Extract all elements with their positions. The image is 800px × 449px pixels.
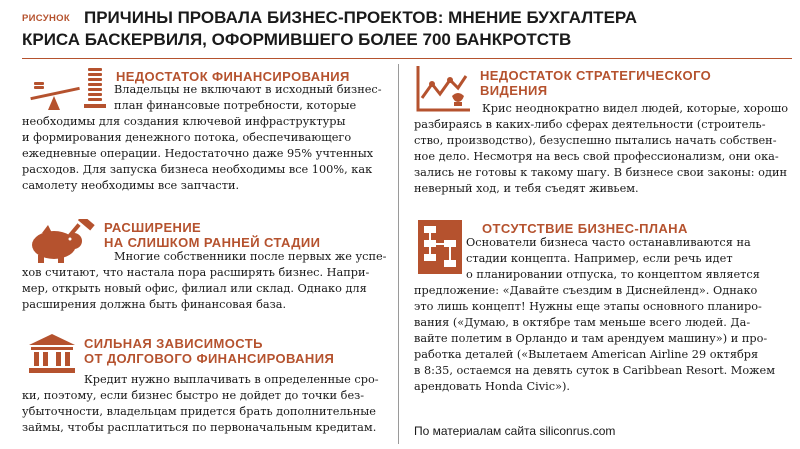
section-2-heading (104, 220, 320, 250)
bank-building-icon (28, 334, 76, 374)
section-4-line-1: Крис неоднократно видел людей, которые, хорошо (482, 102, 789, 115)
section-2-heading-line-1: РАСШИРЕНИЕ (104, 220, 202, 235)
figure-title-line-2: КРИСА БАСКЕРВИЛЯ, ОФОРМИВШЕГО БОЛЕЕ 700 БАНКРОТСТВ (22, 30, 572, 49)
section-5-line-4: предложение: «Давайте съездим в Диснейленд». Однако (414, 284, 758, 297)
section-5-body (414, 235, 794, 395)
section-2-line-1: Многие собственники после первых же успе- (114, 250, 387, 263)
column-divider (398, 64, 399, 444)
section-3-body (22, 372, 394, 436)
section-5-line-6: вания («Думаю, в октябре там меньше всего людей. Да- (414, 316, 751, 329)
section-2-heading-line-2: НА СЛИШКОМ РАННЕЙ СТАДИИ (104, 235, 321, 250)
section-4-line-4: ное дело. Несмотря на весь свой профессионализм, они ока- (414, 150, 779, 163)
section-1-heading-line-1: НЕДОСТАТОК ФИНАНСИРОВАНИЯ (116, 69, 350, 84)
section-3-heading (84, 336, 334, 366)
section-1-line-6: расходов. Для запуска бизнеса необходимы все 100%, как (22, 163, 373, 176)
section-4-line-2: разбираясь в каких-либо сферах деятельности (строитель- (414, 118, 766, 131)
section-5-heading-line-1: ОТСУТСТВИЕ БИЗНЕС-ПЛАНА (482, 221, 688, 236)
section-1-line-4: и формирования денежного потока, обеспечивающего (22, 131, 352, 144)
section-1-line-2: план финансовые потребности, которые (114, 99, 357, 112)
figure-title-line-1: ПРИЧИНЫ ПРОВАЛА БИЗНЕС-ПРОЕКТОВ: МНЕНИЕ БУХГАЛТЕРА (84, 8, 638, 27)
section-3-line-3: убыточности, владельцам придется брать дополнительные (22, 405, 376, 418)
section-4-line-3: ство, производство), безуспешно пытались начать собствен- (414, 134, 777, 147)
section-4-body (414, 101, 794, 197)
section-2-line-3: мер, открыть новый офис, филиал или склад. Однако для (22, 282, 367, 295)
source-credit: По материалам сайта siliconrus.com (414, 424, 616, 438)
section-1-line-7: самолету необходимы все запчасти. (22, 179, 240, 192)
section-4-heading-line-2: ВИДЕНИЯ (480, 83, 548, 98)
section-1-line-5: ежедневные операции. Недостаточно даже 95% учтенных (22, 147, 374, 160)
section-5-line-10: арендовать Honda Civic»). (414, 380, 570, 393)
section-5-line-3: о планировании отпуска, то концептом является (466, 268, 760, 281)
section-1-body (22, 82, 394, 194)
section-3-heading-line-1: СИЛЬНАЯ ЗАВИСИМОСТЬ (84, 336, 263, 351)
section-3-line-4: займы, чтобы расплатиться по первоначальным кредитам. (22, 421, 377, 434)
section-4-line-5: зались не готовы к такому шагу. В бизнесе свои законы: один (414, 166, 788, 179)
section-4-line-6: неверный ход, и тебя съедят живьем. (414, 182, 639, 195)
section-4-heading-line-1: НЕДОСТАТОК СТРАТЕГИЧЕСКОГО (480, 68, 712, 83)
section-5-line-8: работка деталей («Вылетаем American Airline 29 октября (414, 348, 759, 361)
section-1-line-3: необходимы для создания ключевой инфраструктуры (22, 115, 346, 128)
section-2-body (22, 249, 394, 313)
section-2-line-4: расширения должна быть финансовая база. (22, 298, 287, 311)
section-5-line-2: стадии концепта. Например, если речь идет (466, 252, 733, 265)
section-2-line-2: хов считают, что настала пора расширять бизнес. Напри- (22, 266, 370, 279)
section-3-line-2: ки, поэтому, если бизнес быстро не дойдет до точки без- (22, 389, 365, 402)
section-5-heading (482, 221, 688, 236)
section-3-heading-line-2: ОТ ДОЛГОВОГО ФИНАНСИРОВАНИЯ (84, 351, 335, 366)
section-5-line-1: Основатели бизнеса часто останавливаются на (466, 236, 751, 249)
section-4-heading (480, 68, 711, 98)
section-5-line-7: вайте полетим в Орландо и там арендуем машину») и про- (414, 332, 768, 345)
figure-tag: РИСУНОК (22, 13, 70, 24)
section-5-line-9: в 8:35, остаемся на девять суток в Caribbean Resort. Можем (414, 364, 776, 377)
section-1-line-1: Владельцы не включают в исходный бизнес- (114, 83, 382, 96)
header-divider (22, 58, 792, 59)
section-5-line-5: это лишь концепт! Нужны еще этапы основного планиро- (414, 300, 762, 313)
section-3-line-1: Кредит нужно выплачивать в определенные сро- (84, 373, 379, 386)
